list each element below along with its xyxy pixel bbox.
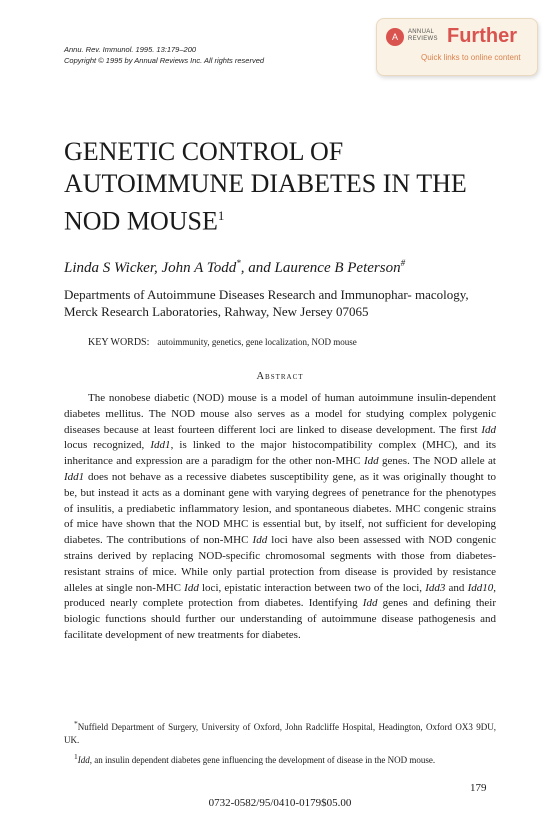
footnote-1-mark: * [74,719,78,728]
abstract-text: locus recognized, [64,439,151,452]
abstract-heading [0,371,560,382]
footnotes [64,717,496,767]
gene-name: Idd [363,455,379,468]
abstract-text: The nonobese diabetic (NOD) mouse is a model of human autoimmune insulin-dependent diabetes mellitus. The NOD mouse also serves as a model for studying complex polygenic diseases because at least fourteen different loci are linked to disease development. The first [64,392,496,436]
keywords-value: autoimmunity, genetics, gene localization, NOD mouse [157,337,357,347]
abstract-text: , produced nearly complete protection from diabetes. Identifying [64,581,496,610]
further-brand-line2: REVIEWS [408,36,438,42]
footnote-1 [64,717,496,747]
abstract-text: loci have also been assessed with NOD congenic strains derived by replacing NOD-specific chromosomal segments with those from diabetes-resistant strains of mice. While only partial protection from disease is provided by resistance alleles at single non-MHC [64,534,496,594]
journal-citation: Annu. Rev. Immunol. 1995. 13:179–200 [64,45,197,54]
abstract-text: genes and defining their biologic functions should further our understanding of autoimmune disease pathogenesis and facilitate development of new treatments for diabetes. [64,597,496,641]
keywords-label: KEY WORDS: [88,337,150,348]
title-line-3: NOD MOUSE [64,206,218,236]
author-names-1: Linda S Wicker, John A Todd [64,260,237,276]
abstract-text: and [445,581,468,594]
title-line-1: GENETIC CONTROL OF [64,137,344,166]
author-list [64,258,405,277]
gene-name: Idd1 [64,470,85,483]
annual-reviews-logo-icon: A [386,28,404,46]
keywords [88,337,357,348]
further-links-badge[interactable] [376,18,538,76]
article-title [64,136,484,238]
footnote-2-mark: 1 [74,752,78,761]
footnote-2-gene: Idd [77,755,90,765]
abstract-paragraph [64,391,496,644]
journal-copyright: Copyright © 1995 by Annual Reviews Inc. All rights reserved [64,56,265,65]
title-line-2: AUTOIMMUNE DIABETES IN THE [64,169,467,198]
abstract-heading-text: Abstract [256,371,304,382]
abstract-text: loci, epistatic interaction between two of the loci, [198,581,426,594]
abstract-text: does not behave as a recessive diabetes susceptibility gene, as it was originally thought to be, but instead it acts as a dominant gene with varying degrees of penetrance for the phenotypes of insulitis, a prediabetic inflammatory lesion, and spontaneous diabetes. MHC congenic strains of mice have shown that the NOD MHC is essential but, by itself, not sufficient for developing diabetes. The contributions of non-MHC [64,470,496,547]
journal-info [64,44,264,66]
page-number: 179 [470,782,487,794]
footnote-2 [64,750,496,767]
gene-name: Idd1 [150,439,171,452]
author-names-2: , and Laurence B Peterson [240,260,401,276]
further-tagline: Quick links to online content [421,53,521,62]
further-wordmark: Further [447,25,517,47]
gene-name: Idd10 [467,581,494,594]
abstract-text: genes. The NOD allele at [378,455,496,468]
further-brand-line1: ANNUAL [408,29,435,35]
gene-name: Idd [481,423,496,436]
gene-name: Idd [184,581,199,594]
gene-name: Idd [362,597,378,610]
gene-name: Idd3 [425,581,446,594]
author-mark-1: * [236,258,241,268]
footnote-2-text: , an insulin dependent diabetes gene influencing the development of disease in the NOD mouse. [89,755,436,765]
abstract-text: , is linked to the major histocompatibility complex (MHC), and its inheritance and expression are a paradigm for the other non-MHC [64,439,496,468]
affiliation: Departments of Autoimmune Diseases Research and Immunophar- macology, Merck Research Laboratories, Rahway, New Jersey 07065 [64,287,469,319]
further-brand [408,29,438,43]
title-footnote-mark: 1 [217,208,225,223]
abstract-body [64,391,496,644]
article-code: 0732-0582/95/0410-0179$05.00 [208,797,352,809]
author-mark-2: # [400,258,406,268]
footnote-1-text: Nuffield Department of Surgery, University of Oxford, John Radcliffe Hospital, Headington, Oxford OX3 9DU, UK. [64,722,496,745]
gene-name: Idd [252,534,268,547]
